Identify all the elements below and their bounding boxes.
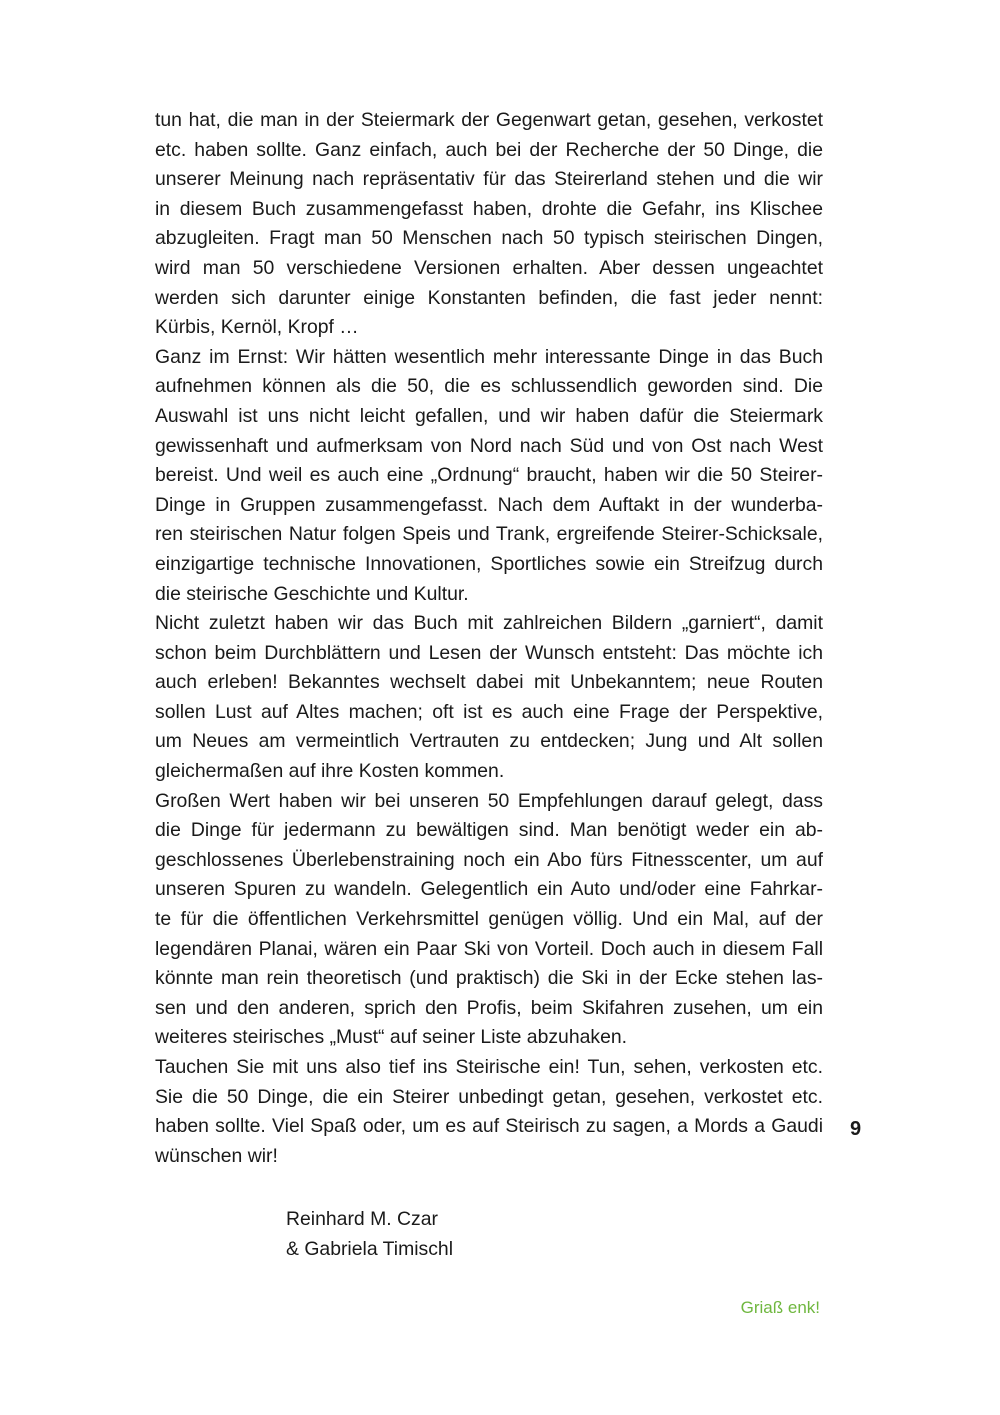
paragraph [155, 343, 823, 609]
text-line: um Neues am vermeintlich Vertrauten zu entdecken; Jung und Alt sollen [155, 730, 823, 753]
text-line: Ganz im Ernst: Wir hätten wesentlich mehr interessante Dinge in das Buch [155, 345, 823, 368]
text-line: Sie die 50 Dinge, die ein Steirer unbedingt getan, gesehen, verkostet etc. [155, 1085, 823, 1108]
text-line: gleichermaßen auf ihre Kosten kommen. [155, 760, 505, 783]
text-line: abzugleiten. Fragt man 50 Menschen nach 50 typisch steirischen Dingen, [155, 227, 823, 250]
text-line: werden sich darunter einige Konstanten befinden, die fast jeder nennt: [155, 286, 823, 309]
paragraph [155, 1053, 823, 1171]
text-line: haben sollte. Viel Spaß oder, um es auf Steirisch zu sagen, a Mords a Gaudi [155, 1115, 823, 1138]
text-line: bereist. Und weil es auch eine „Ordnung“ braucht, haben wir die 50 Steirer- [155, 464, 823, 487]
text-line: Großen Wert haben wir bei unseren 50 Empfehlungen darauf gelegt, dass [155, 789, 823, 812]
text-line: sollen Lust auf Altes machen; oft ist es auch eine Frage der Perspektive, [155, 700, 823, 723]
text-line: sen und den anderen, sprich den Profis, beim Skifahren zusehen, um ein [155, 996, 823, 1019]
text-line: ren steirischen Natur folgen Speis und Trank, ergreifende Steirer-Schicksale, [155, 523, 823, 546]
text-line: unseren Spuren zu wandeln. Gelegentlich ein Auto und/oder eine Fahrkar- [155, 878, 823, 901]
page-number: 9 [850, 1118, 862, 1140]
text-line: einzigartige technische Innovationen, Sportliches sowie ein Streifzug durch [155, 552, 823, 575]
text-line: Dinge in Gruppen zusammengefasst. Nach dem Auftakt in der wunderba- [155, 493, 823, 516]
text-line: gewissenhaft und aufmerksam von Nord nach Süd und von Ost nach West [155, 434, 823, 457]
paragraph [155, 787, 823, 1053]
text-line: Nicht zuletzt haben wir das Buch mit zahlreichen Bildern „garniert“, damit [155, 612, 823, 635]
signature [286, 1204, 453, 1264]
paragraph [155, 609, 823, 787]
text-line: etc. haben sollte. Ganz einfach, auch bei der Recherche der 50 Dinge, die [155, 138, 823, 161]
text-line: unserer Meinung nach repräsentativ für das Steirerland stehen und die wir [155, 168, 823, 191]
text-line: Auswahl ist uns nicht leicht gefallen, und wir haben dafür die Steiermark [155, 404, 823, 427]
text-line: Tauchen Sie mit uns also tief ins Steirische ein! Tun, sehen, verkosten etc. [155, 1056, 823, 1078]
text-line: geschlossenes Überlebenstraining noch ein Abo fürs Fitnesscenter, um auf [155, 848, 823, 871]
text-line: die steirische Geschichte und Kultur. [155, 582, 469, 605]
paragraph [155, 106, 823, 343]
text-line: Kürbis, Kernöl, Kropf … [155, 316, 359, 339]
text-line: te für die öffentlichen Verkehrsmittel genügen völlig. Und ein Mal, auf der [155, 908, 823, 931]
text-line: die Dinge für jedermann zu bewältigen sind. Man benötigt weder ein ab- [155, 819, 823, 842]
signature-line-1: Reinhard M. Czar [286, 1208, 438, 1230]
text-line: wird man 50 verschiedene Versionen erhalten. Aber dessen ungeachtet [155, 256, 823, 279]
text-line: schon beim Durchblättern und Lesen der Wunsch entsteht: Das möchte ich [155, 641, 823, 664]
text-line: weiteres steirisches „Must“ auf seiner Liste abzuhaken. [155, 1026, 628, 1049]
text-line: aufnehmen können als die 50, die es schlussendlich geworden sind. Die [155, 375, 823, 398]
text-line: legendären Planai, wären ein Paar Ski von Vorteil. Doch auch in diesem Fall [155, 937, 823, 960]
text-line: tun hat, die man in der Steiermark der Gegenwart getan, gesehen, verkostet [155, 109, 823, 131]
body-text [155, 106, 823, 1171]
signature-line-2: & Gabriela Timischl [286, 1238, 454, 1260]
text-line: könnte man rein theoretisch (und praktisch) die Ski in der Ecke stehen las- [155, 967, 823, 990]
text-line: auch erleben! Bekanntes wechselt dabei mit Unbekanntem; neue Routen [155, 671, 823, 694]
text-line: in diesem Buch zusammengefasst haben, drohte die Gefahr, ins Klischee [155, 197, 823, 220]
text-line: wünschen wir! [155, 1144, 278, 1167]
running-footer: Griaß enk! [740, 1298, 820, 1317]
